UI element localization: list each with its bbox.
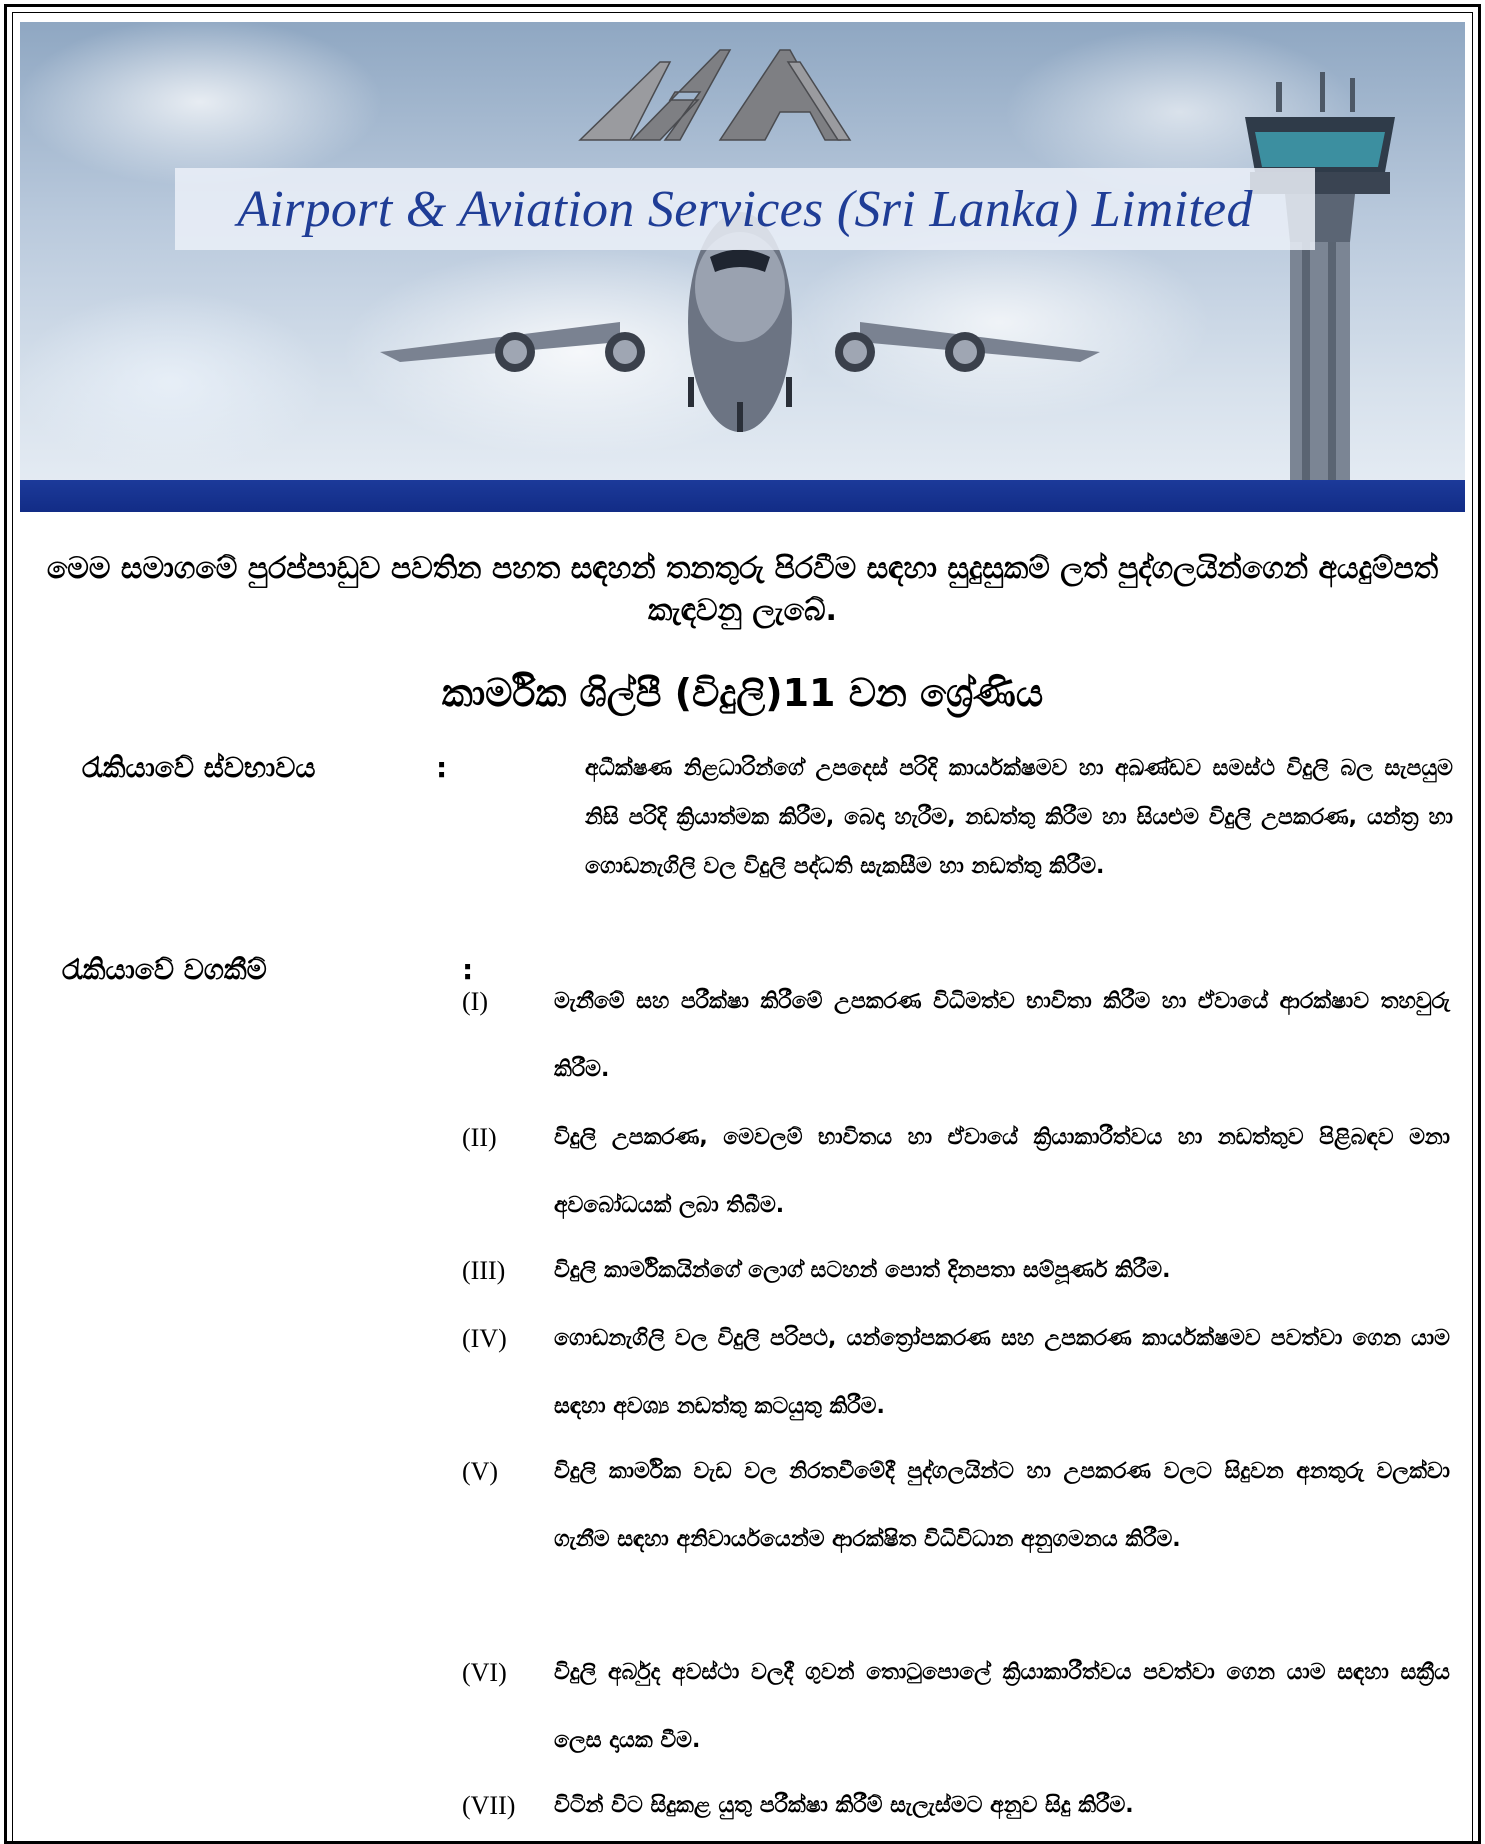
company-name-banner: Airport & Aviation Services (Sri Lanka) Limited [175,168,1315,250]
nature-label: රැකියාවේ ස්වභාවය [82,751,316,784]
duty-number: (III) [462,1256,506,1285]
duty-text: විදුලි අර්බුද අවස්ථා වලදී ගුවන් තොටුපොලේ ක්‍රියාකාරීත්වය පවත්වා ගෙන යාම සඳහා සක්‍රීය ලෙස දායක වීම. [554,1660,1450,1753]
nature-text: අධීක්ෂණ නිළධාරින්ගේ උපදෙස් පරිදි කාර්යක්ෂමව හා අඛණ්ඩව සමස්ථ විදුලි බල සැපයුම නිසි පරිදි ක්‍රියාත්මක කිරීම, බෙදා හැරීම, නඩත්තු කිරීම හා සියළුම විදුලි උපකරණ, යන්ත්‍ර හා ගොඩනැගිලි වල විදුලි පද්ධති සැකසීම හා නඩත්තු කිරීම. [585,756,1453,879]
control-tower-illustration [1245,72,1395,480]
nature-colon: : [436,751,448,784]
duty-text: විදුලි කාර්මික වැඩ වල නිරතවීමේදී පුද්ගලයින්ට හා උපකරණ වලට සිදුවන අනතුරු වලක්වා ගැනීම සඳහා අනිවාර්යයෙන්ම ආරක්ෂිත විධිවිධාන අනුගමනය කිරීම. [554,1459,1450,1552]
duty-number: (VI) [462,1658,507,1687]
header-banner [20,22,1465,512]
duty-text: විදුලි කාර්මිකයින්ගේ ලොග් සටහන් පොත් දිනපතා සම්පූර්ණ කිරීම. [554,1258,1171,1283]
duty-number: (V) [462,1457,499,1486]
duty-number: (VII) [462,1791,516,1820]
duty-number: (I) [462,987,488,1016]
duties-colon: : [462,953,474,986]
duties-label: රැකියාවේ වගකීම් [62,953,267,986]
duty-text: ගොඩනැගිලි වල විදුලි පරිපථ, යන්ත්‍රෝපකරණ සහ උපකරණ කාර්යක්ෂමව පවත්වා ගෙන යාම සඳහා අවශ්‍ය නඩත්තු කටයුතු කිරීම. [554,1326,1450,1419]
banner-blue-strip [20,480,1465,512]
banner-artwork [20,22,1465,512]
intro-text: මෙම සමාගමේ පුරප්පාඩුව පවතින පහත සඳහන් තනතුරු පිරවීම සඳහා සුදුසුකම් ලත් පුද්ගලයින්ගෙන් අයදුම්පත් කැඳවනු ලැබේ. [46,551,1439,628]
aa-logo [580,50,850,140]
duty-number: (IV) [462,1324,507,1353]
duty-text: විටින් විට සිදුකළ යුතු පරීක්ෂා කිරීම් සැලැස්මට අනුව සිදු කිරීම. [554,1793,1134,1818]
duty-number: (II) [462,1123,497,1152]
position-title: කාර්මික ශිල්පී (විදුලි)11 වන ශ්‍රේණිය [441,671,1044,715]
duty-text: විදුලි උපකරණ, මෙවලම් භාවිතය හා ඒවායේ ක්‍රියාකාරීත්වය හා නඩත්තුව පිළිබඳව මනා අවබෝධයක් ලබා තිබීම. [554,1125,1450,1218]
duty-text: මැනීමේ සහ පරීක්ෂා කිරීමේ උපකරණ විධිමත්ව භාවිතා කිරීම හා ඒවායේ ආරක්ෂාව තහවුරු කිරීම. [554,989,1450,1082]
